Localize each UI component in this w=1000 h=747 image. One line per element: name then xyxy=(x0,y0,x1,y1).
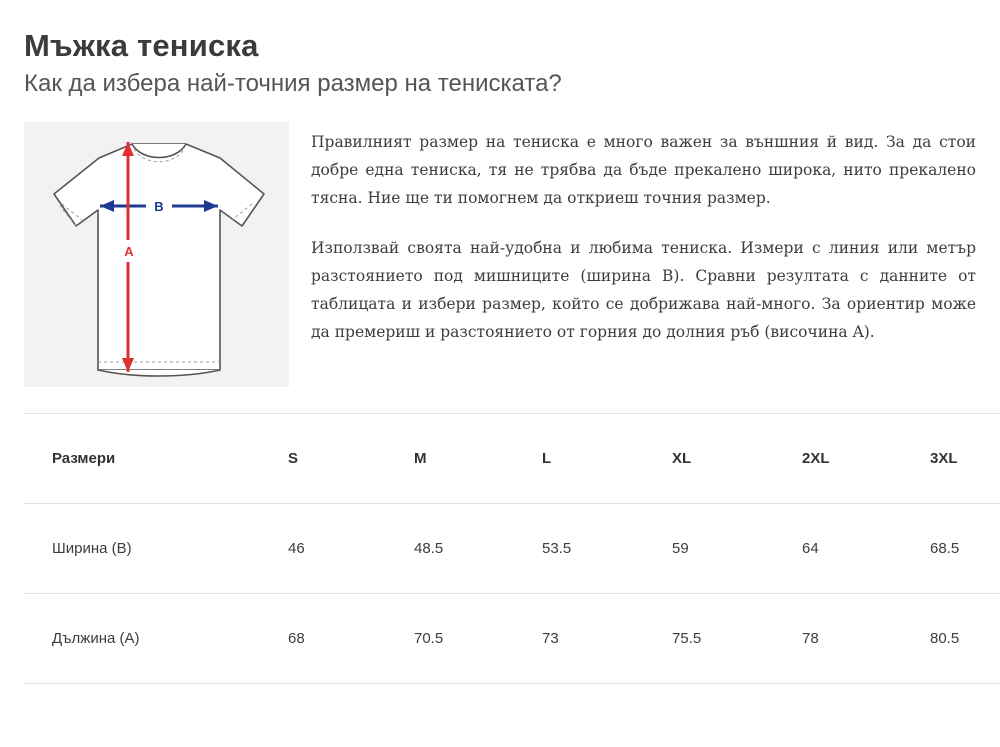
length-value-3xl: 80.5 xyxy=(920,594,1000,684)
tshirt-illustration-svg xyxy=(24,122,289,387)
length-value-xl: 75.5 xyxy=(660,594,790,684)
page-subtitle: Как да избера най-точния размер на тениската? xyxy=(24,70,562,97)
page-title: Мъжка тениска xyxy=(24,28,259,63)
width-label: B xyxy=(154,199,164,214)
column-header-l: L xyxy=(532,414,660,504)
column-header-m: M xyxy=(406,414,532,504)
intro-section xyxy=(24,122,976,387)
width-value-m: 48.5 xyxy=(406,504,532,594)
row-label-length: Дължина (A) xyxy=(24,594,282,684)
column-header-s: S xyxy=(282,414,406,504)
size-table-body xyxy=(24,504,1000,684)
table-header-row xyxy=(24,414,1000,504)
width-value-xl: 59 xyxy=(660,504,790,594)
paragraph-1: Правилният размер на тениска е много важен за външния й вид. За да стои добре една тениска, тя не трябва да бъде прекалено широка, нито прекалено тясна. Ние ще ти помогнем да откриеш точния размер. xyxy=(311,133,976,207)
table-row xyxy=(24,594,1000,684)
paragraph-2: Използвай своята най-удобна и любима тениска. Измери с линия или метър разстоянието под мишниците (ширина B). Сравни резултата с данните от таблицата и избери размер, който се добрижава най-много. За ориентир може да премериш и разстоянието от горния до долния ръб (височина A). xyxy=(311,239,976,341)
column-header-sizes: Размери xyxy=(24,414,282,504)
description-text xyxy=(311,122,976,346)
length-value-s: 68 xyxy=(282,594,406,684)
size-table-wrapper xyxy=(24,413,976,684)
length-value-m: 70.5 xyxy=(406,594,532,684)
table-row xyxy=(24,504,1000,594)
column-header-2xl: 2XL xyxy=(790,414,920,504)
column-header-xl: XL xyxy=(660,414,790,504)
size-table-head xyxy=(24,414,1000,504)
height-label: A xyxy=(124,244,134,259)
width-value-3xl: 68.5 xyxy=(920,504,1000,594)
width-value-2xl: 64 xyxy=(790,504,920,594)
column-header-3xl: 3XL xyxy=(920,414,1000,504)
length-value-l: 73 xyxy=(532,594,660,684)
tshirt-diagram xyxy=(24,122,289,387)
row-label-width: Ширина (B) xyxy=(24,504,282,594)
width-value-l: 53.5 xyxy=(532,504,660,594)
width-value-s: 46 xyxy=(282,504,406,594)
size-table xyxy=(24,413,1000,684)
length-value-2xl: 78 xyxy=(790,594,920,684)
